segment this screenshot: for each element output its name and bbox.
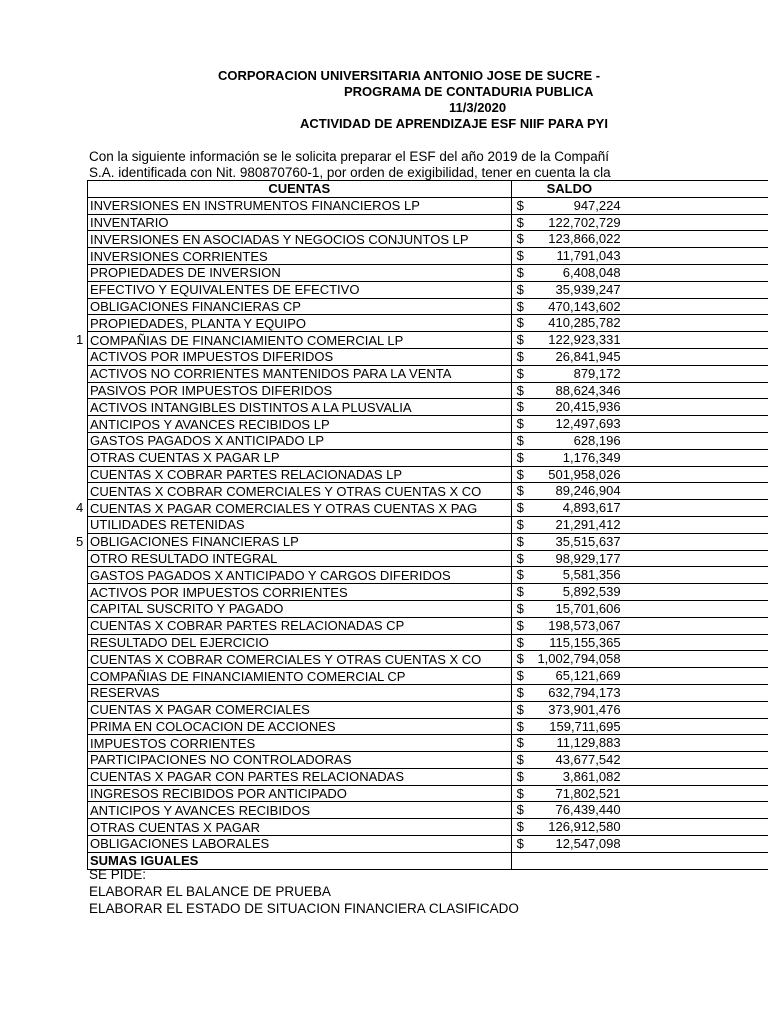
table-row [88, 231, 768, 248]
currency-symbol: $ [516, 399, 524, 415]
currency-symbol: $ [516, 550, 524, 566]
account-name: OBLIGACIONES LABORALES [88, 836, 512, 853]
balance-amount: 632,794,173 [548, 684, 621, 700]
account-balance [511, 264, 768, 281]
header-cuentas: CUENTAS [88, 181, 512, 198]
account-balance [511, 281, 768, 298]
account-balance [511, 785, 768, 802]
program-title: PROGRAMA DE CONTADURIA PUBLICA [344, 84, 594, 99]
account-balance [511, 651, 768, 668]
balance-amount: 628,196 [573, 432, 621, 448]
currency-symbol: $ [516, 214, 524, 230]
balance-amount: 15,701,606 [555, 600, 621, 616]
table-row [88, 315, 768, 332]
currency-symbol: $ [516, 483, 524, 499]
balance-amount: 879,172 [573, 365, 621, 381]
total-amount [511, 852, 768, 869]
currency-symbol: $ [516, 634, 524, 650]
balance-amount: 20,415,936 [555, 399, 621, 415]
balance-amount: 159,711,695 [549, 718, 621, 734]
account-name: ANTICIPOS Y AVANCES RECIBIDOS [88, 802, 512, 819]
table-row [88, 466, 768, 483]
balance-amount: 115,155,365 [549, 634, 621, 650]
currency-symbol: $ [516, 701, 524, 717]
balance-amount: 1,176,349 [562, 449, 621, 465]
account-name: CUENTAS X PAGAR COMERCIALES [88, 701, 512, 718]
header-saldo: SALDO [511, 181, 768, 198]
footer-task-2: ELABORAR EL ESTADO DE SITUACION FINANCIERA CLASIFICADO [89, 901, 519, 916]
balance-amount: 198,573,067 [548, 617, 621, 633]
total-label: SUMAS IGUALES [88, 852, 512, 869]
account-name: GASTOS PAGADOS X ANTICIPADO Y CARGOS DIFERIDOS [88, 567, 512, 584]
account-balance [511, 584, 768, 601]
account-balance [511, 365, 768, 382]
account-balance [511, 567, 768, 584]
currency-symbol: $ [516, 533, 524, 549]
currency-symbol: $ [516, 668, 524, 684]
currency-symbol: $ [516, 416, 524, 432]
balance-amount: 123,866,022 [548, 231, 621, 247]
table-row [88, 802, 768, 819]
account-name: INVERSIONES EN INSTRUMENTOS FINANCIEROS LP [88, 197, 512, 214]
account-balance [511, 668, 768, 685]
account-balance [511, 248, 768, 265]
account-name: ANTICIPOS Y AVANCES RECIBIDOS LP [88, 416, 512, 433]
currency-symbol: $ [516, 332, 524, 348]
account-balance [511, 600, 768, 617]
table-row [88, 533, 768, 550]
account-name: COMPAÑIAS DE FINANCIAMIENTO COMERCIAL LP [88, 332, 512, 349]
institution-title: CORPORACION UNIVERSITARIA ANTONIO JOSE DE SUCRE - [218, 68, 601, 83]
table-row [88, 449, 768, 466]
account-balance [511, 500, 768, 517]
currency-symbol: $ [516, 281, 524, 297]
currency-symbol: $ [516, 315, 524, 331]
table-row [88, 483, 768, 500]
account-name: OTRAS CUENTAS X PAGAR LP [88, 449, 512, 466]
account-name: UTILIDADES RETENIDAS [88, 516, 512, 533]
balance-amount: 1,002,794,058 [537, 651, 621, 667]
accounts-table [87, 180, 768, 870]
table-row [88, 197, 768, 214]
table-row [88, 651, 768, 668]
account-balance [511, 348, 768, 365]
currency-symbol: $ [516, 298, 524, 314]
account-balance [511, 701, 768, 718]
account-name: CUENTAS X PAGAR CON PARTES RELACIONADAS [88, 768, 512, 785]
balance-amount: 373,901,476 [548, 701, 621, 717]
table-row [88, 500, 768, 517]
table-row [88, 768, 768, 785]
table-row [88, 214, 768, 231]
balance-amount: 88,624,346 [555, 382, 621, 398]
account-balance [511, 416, 768, 433]
account-balance [511, 836, 768, 853]
account-name: ACTIVOS POR IMPUESTOS DIFERIDOS [88, 348, 512, 365]
table-row [88, 248, 768, 265]
currency-symbol: $ [516, 836, 524, 852]
currency-symbol: $ [516, 718, 524, 734]
table-row [88, 365, 768, 382]
balance-amount: 5,892,539 [562, 584, 621, 600]
account-balance [511, 819, 768, 836]
account-balance [511, 718, 768, 735]
account-balance [511, 634, 768, 651]
table-row [88, 550, 768, 567]
balance-amount: 12,547,098 [555, 836, 621, 852]
balance-amount: 5,581,356 [562, 567, 621, 583]
activity-title: ACTIVIDAD DE APRENDIZAJE ESF NIIF PARA PYI [300, 116, 608, 131]
account-name: INVERSIONES EN ASOCIADAS Y NEGOCIOS CONJUNTOS LP [88, 231, 512, 248]
currency-symbol: $ [516, 449, 524, 465]
row-marker: 4 [76, 500, 84, 516]
table-row [88, 684, 768, 701]
balance-amount: 65,121,669 [555, 668, 621, 684]
table-row [88, 701, 768, 718]
balance-amount: 12,497,693 [555, 416, 621, 432]
balance-amount: 76,439,440 [555, 802, 621, 818]
account-balance [511, 382, 768, 399]
account-balance [511, 432, 768, 449]
currency-symbol: $ [516, 819, 524, 835]
account-balance [511, 516, 768, 533]
account-balance [511, 231, 768, 248]
currency-symbol: $ [516, 567, 524, 583]
table-row [88, 718, 768, 735]
currency-symbol: $ [516, 466, 524, 482]
currency-symbol: $ [516, 197, 524, 213]
table-row [88, 382, 768, 399]
account-name: IMPUESTOS CORRIENTES [88, 735, 512, 752]
account-name: CUENTAS X PAGAR COMERCIALES Y OTRAS CUENTAS X PAG [88, 500, 512, 517]
table-row [88, 298, 768, 315]
account-name: OBLIGACIONES FINANCIERAS CP [88, 298, 512, 315]
account-name: COMPAÑIAS DE FINANCIAMIENTO COMERCIAL CP [88, 668, 512, 685]
table-row [88, 735, 768, 752]
table-row [88, 332, 768, 349]
account-balance [511, 399, 768, 416]
table-row [88, 634, 768, 651]
currency-symbol: $ [516, 785, 524, 801]
currency-symbol: $ [516, 348, 524, 364]
currency-symbol: $ [516, 365, 524, 381]
account-name: PROPIEDADES, PLANTA Y EQUIPO [88, 315, 512, 332]
account-name: EFECTIVO Y EQUIVALENTES DE EFECTIVO [88, 281, 512, 298]
account-name: CUENTAS X COBRAR PARTES RELACIONADAS CP [88, 617, 512, 634]
currency-symbol: $ [516, 802, 524, 818]
balance-amount: 947,224 [573, 197, 621, 213]
table-row [88, 819, 768, 836]
account-balance [511, 197, 768, 214]
account-balance [511, 768, 768, 785]
intro-line-1: Con la siguiente información se le solicita preparar el ESF del año 2019 de la Compañí [89, 149, 610, 164]
balance-amount: 126,912,580 [548, 819, 621, 835]
account-name: ACTIVOS INTANGIBLES DISTINTOS A LA PLUSVALIA [88, 399, 512, 416]
table-row [88, 836, 768, 853]
account-name: OTRO RESULTADO INTEGRAL [88, 550, 512, 567]
balance-amount: 122,923,331 [548, 332, 621, 348]
table-row [88, 516, 768, 533]
account-balance [511, 533, 768, 550]
balance-amount: 501,958,026 [548, 466, 621, 482]
account-name: RESERVAS [88, 684, 512, 701]
account-name: INVERSIONES CORRIENTES [88, 248, 512, 265]
account-balance [511, 752, 768, 769]
table-row [88, 617, 768, 634]
intro-line-2: S.A. identificada con Nit. 980870760-1, por orden de exigibilidad, tener en cuenta la cla [89, 165, 611, 180]
account-balance [511, 483, 768, 500]
account-name: ACTIVOS POR IMPUESTOS CORRIENTES [88, 584, 512, 601]
currency-symbol: $ [516, 382, 524, 398]
balance-amount: 21,291,412 [555, 516, 621, 532]
balance-amount: 122,702,729 [548, 214, 621, 230]
currency-symbol: $ [516, 735, 524, 751]
account-name: PASIVOS POR IMPUESTOS DIFERIDOS [88, 382, 512, 399]
balance-amount: 35,939,247 [555, 281, 621, 297]
balance-amount: 3,861,082 [562, 768, 621, 784]
table-header-row [88, 181, 768, 198]
balance-amount: 35,515,637 [555, 533, 621, 549]
currency-symbol: $ [516, 432, 524, 448]
table-row [88, 399, 768, 416]
account-name: PROPIEDADES DE INVERSION [88, 264, 512, 281]
account-name: INVENTARIO [88, 214, 512, 231]
account-balance [511, 684, 768, 701]
table-row [88, 416, 768, 433]
currency-symbol: $ [516, 500, 524, 516]
balance-amount: 89,246,904 [555, 483, 621, 499]
account-name: INGRESOS RECIBIDOS POR ANTICIPADO [88, 785, 512, 802]
account-name: PRIMA EN COLOCACION DE ACCIONES [88, 718, 512, 735]
account-name: CUENTAS X COBRAR COMERCIALES Y OTRAS CUENTAS X CO [88, 483, 512, 500]
account-name: PARTICIPACIONES NO CONTROLADORAS [88, 752, 512, 769]
balance-amount: 6,408,048 [562, 264, 621, 280]
currency-symbol: $ [516, 684, 524, 700]
account-name: ACTIVOS NO CORRIENTES MANTENIDOS PARA LA VENTA [88, 365, 512, 382]
account-balance [511, 449, 768, 466]
table-row [88, 752, 768, 769]
table-row [88, 584, 768, 601]
table-row [88, 432, 768, 449]
currency-symbol: $ [516, 752, 524, 768]
account-balance [511, 466, 768, 483]
currency-symbol: $ [516, 264, 524, 280]
currency-symbol: $ [516, 584, 524, 600]
account-balance [511, 617, 768, 634]
balance-amount: 98,929,177 [555, 550, 621, 566]
balance-amount: 71,802,521 [555, 785, 621, 801]
account-balance [511, 298, 768, 315]
currency-symbol: $ [516, 231, 524, 247]
table-row [88, 785, 768, 802]
table-row [88, 567, 768, 584]
row-marker: 5 [76, 533, 84, 549]
currency-symbol: $ [516, 768, 524, 784]
table-row [88, 281, 768, 298]
balance-amount: 26,841,945 [555, 348, 621, 364]
currency-symbol: $ [516, 248, 524, 264]
document-date: 11/3/2020 [449, 100, 507, 115]
balance-amount: 43,677,542 [555, 752, 621, 768]
balance-amount: 470,143,602 [548, 298, 621, 314]
balance-amount: 410,285,782 [548, 315, 621, 331]
table-row [88, 668, 768, 685]
balance-amount: 11,791,043 [556, 248, 621, 264]
currency-symbol: $ [516, 651, 524, 667]
row-marker: 1 [76, 332, 84, 348]
total-row [88, 852, 768, 869]
table-row [88, 264, 768, 281]
footer-se-pide: SE PIDE: [89, 867, 147, 882]
currency-symbol: $ [516, 516, 524, 532]
account-name: OBLIGACIONES FINANCIERAS LP [88, 533, 512, 550]
balance-amount: 4,893,617 [562, 500, 621, 516]
currency-symbol: $ [516, 617, 524, 633]
account-name: OTRAS CUENTAS X PAGAR [88, 819, 512, 836]
table-row [88, 348, 768, 365]
account-balance [511, 315, 768, 332]
account-balance [511, 332, 768, 349]
account-name: CAPITAL SUSCRITO Y PAGADO [88, 600, 512, 617]
account-name: RESULTADO DEL EJERCICIO [88, 634, 512, 651]
account-balance [511, 802, 768, 819]
account-balance [511, 214, 768, 231]
account-name: CUENTAS X COBRAR COMERCIALES Y OTRAS CUENTAS X CO [88, 651, 512, 668]
footer-task-1: ELABORAR EL BALANCE DE PRUEBA [89, 884, 331, 899]
currency-symbol: $ [516, 600, 524, 616]
account-name: CUENTAS X COBRAR PARTES RELACIONADAS LP [88, 466, 512, 483]
balance-amount: 11,129,883 [556, 735, 621, 751]
account-balance [511, 550, 768, 567]
table-row [88, 600, 768, 617]
account-name: GASTOS PAGADOS X ANTICIPADO LP [88, 432, 512, 449]
account-balance [511, 735, 768, 752]
